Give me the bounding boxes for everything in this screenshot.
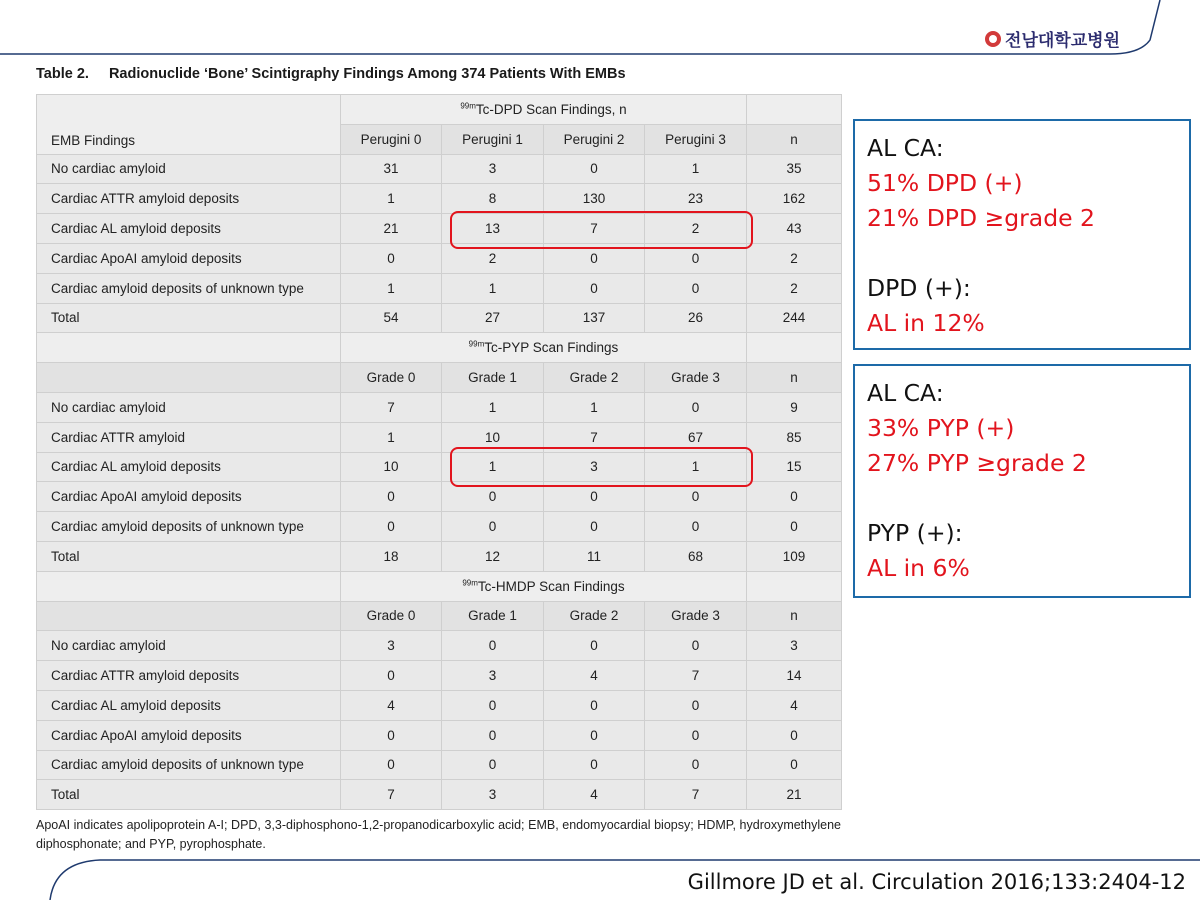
table-cell: 0 [341, 661, 442, 691]
table-cell: 0 [442, 631, 544, 661]
table-cell: 0 [544, 631, 645, 661]
table-row [37, 184, 842, 214]
table-cell: 0 [442, 720, 544, 750]
table-cell: 0 [341, 750, 442, 780]
section-title-text: Tc-PYP Scan Findings [484, 340, 619, 356]
table-cell: 3 [747, 631, 842, 661]
table-cell: 67 [645, 422, 747, 452]
table-cell: 7 [645, 780, 747, 810]
table-row [37, 690, 842, 720]
table-cell: 0 [544, 243, 645, 273]
table-cell: 7 [544, 214, 645, 244]
table-cell: 21 [747, 780, 842, 810]
table-cell: 7 [341, 780, 442, 810]
table-cell: 2 [747, 273, 842, 303]
row-label: No cardiac amyloid [37, 154, 341, 184]
table-cell: 8 [442, 184, 544, 214]
table-cell: 54 [341, 303, 442, 333]
grade-header: Perugini 2 [544, 124, 645, 154]
table-cell: 7 [544, 422, 645, 452]
table-cell: 14 [747, 661, 842, 691]
table-cell: 137 [544, 303, 645, 333]
section-n-spacer [747, 333, 842, 363]
table-cell: 0 [645, 392, 747, 422]
table-cell: 1 [341, 184, 442, 214]
table-row [37, 750, 842, 780]
table-row [37, 541, 842, 571]
table-cell: 0 [645, 243, 747, 273]
section-title-row [37, 571, 842, 601]
section-title [341, 571, 747, 601]
row-label: Cardiac AL amyloid deposits [37, 214, 341, 244]
grade-header-row [37, 601, 842, 631]
grade-header-label-cell [37, 601, 341, 631]
table-row [37, 512, 842, 542]
grade-header: Perugini 0 [341, 124, 442, 154]
table-cell: 9 [747, 392, 842, 422]
table-cell: 4 [747, 690, 842, 720]
table-cell: 1 [645, 452, 747, 482]
table-cell: 0 [341, 243, 442, 273]
table-cell: 3 [544, 452, 645, 482]
section-title-text: Tc-DPD Scan Findings, n [475, 101, 627, 117]
row-label: Cardiac ApoAI amyloid deposits [37, 243, 341, 273]
section-title-row [37, 333, 842, 363]
table-row [37, 392, 842, 422]
col-header-label: EMB Findings [51, 132, 136, 148]
table-cell: 3 [341, 631, 442, 661]
table-cell: 85 [747, 422, 842, 452]
table-cell: 23 [645, 184, 747, 214]
table-cell: 43 [747, 214, 842, 244]
section-isotope: 99m [462, 578, 478, 588]
table-cell: 0 [747, 512, 842, 542]
row-label: Total [37, 303, 341, 333]
table-cell: 4 [341, 690, 442, 720]
dpd-annotation-subline: AL in 12% [867, 309, 985, 337]
table-cell: 0 [645, 273, 747, 303]
table-number: Table 2. [36, 66, 89, 82]
table-cell: 0 [645, 690, 747, 720]
row-label: Cardiac AL amyloid deposits [37, 690, 341, 720]
hospital-emblem-icon [985, 31, 1001, 47]
table-cell: 1 [442, 452, 544, 482]
table-title: Radionuclide ‘Bone’ Scintigraphy Findings Among 374 Patients With EMBs [108, 66, 626, 82]
row-label: No cardiac amyloid [37, 631, 341, 661]
pyp-annotation-line1: 33% PYP (+) [867, 414, 1015, 442]
dpd-annotation-line1: 51% DPD (+) [867, 169, 1023, 197]
table-cell: 10 [442, 422, 544, 452]
table-cell: 1 [544, 392, 645, 422]
table-cell: 11 [544, 541, 645, 571]
table-cell: 130 [544, 184, 645, 214]
pyp-annotation-box [853, 364, 1191, 598]
table-cell: 109 [747, 541, 842, 571]
section-title-text: Tc-HMDP Scan Findings [477, 578, 625, 594]
table-cell: 2 [747, 243, 842, 273]
table-footnote: ApoAI indicates apolipoprotein A-I; DPD, 3,3-diphosphono-1,2-propanodicarboxylic acid; EMB, endomyocardial biopsy; HDMP, hydroxymethylene diphosphonate; and PYP, pyrophosphate. [36, 818, 841, 851]
table-cell: 0 [442, 482, 544, 512]
row-label: Total [37, 780, 341, 810]
table-cell: 0 [645, 720, 747, 750]
table-cell: 0 [747, 482, 842, 512]
grade-header: Grade 1 [442, 363, 544, 393]
grade-header-row [37, 363, 842, 393]
row-label: Cardiac ATTR amyloid deposits [37, 661, 341, 691]
row-label: No cardiac amyloid [37, 392, 341, 422]
table-cell: 4 [544, 661, 645, 691]
pyp-annotation-subline: AL in 6% [867, 554, 970, 582]
table-cell: 0 [341, 512, 442, 542]
table-cell: 162 [747, 184, 842, 214]
table-cell: 13 [442, 214, 544, 244]
grade-header: Grade 2 [544, 363, 645, 393]
table-cell: 0 [341, 482, 442, 512]
hospital-logo [985, 26, 1120, 51]
table-cell: 35 [747, 154, 842, 184]
table-cell: 0 [341, 720, 442, 750]
grade-header: Perugini 3 [645, 124, 747, 154]
table-cell: 68 [645, 541, 747, 571]
table-cell: 1 [645, 154, 747, 184]
table-cell: 1 [442, 392, 544, 422]
table-cell: 244 [747, 303, 842, 333]
row-label: Cardiac ApoAI amyloid deposits [37, 720, 341, 750]
citation: Gillmore JD et al. Circulation 2016;133:2404-12 [687, 870, 1186, 894]
table-cell: 0 [544, 690, 645, 720]
grade-header: n [747, 601, 842, 631]
section-n-spacer [747, 571, 842, 601]
pyp-annotation-heading: AL CA: [867, 379, 944, 407]
table-cell: 21 [341, 214, 442, 244]
row-label: Cardiac amyloid deposits of unknown type [37, 750, 341, 780]
grade-header: Grade 3 [645, 601, 747, 631]
grade-header: Grade 0 [341, 601, 442, 631]
table-cell: 0 [442, 512, 544, 542]
grade-header: Grade 3 [645, 363, 747, 393]
table-cell: 15 [747, 452, 842, 482]
table-cell: 26 [645, 303, 747, 333]
table-cell: 1 [341, 273, 442, 303]
table-cell: 0 [442, 690, 544, 720]
table-cell: 2 [442, 243, 544, 273]
section-title-row [37, 95, 842, 125]
row-label: Cardiac ApoAI amyloid deposits [37, 482, 341, 512]
section-title [341, 95, 747, 125]
dpd-annotation-line2: 21% DPD ≥grade 2 [867, 204, 1096, 232]
table-cell: 27 [442, 303, 544, 333]
pyp-annotation-subheading: PYP (+): [867, 519, 963, 547]
table-cell: 3 [442, 154, 544, 184]
grade-header-label-cell [37, 363, 341, 393]
table-cell: 3 [442, 661, 544, 691]
table-cell: 0 [544, 512, 645, 542]
section-n-spacer [747, 95, 842, 125]
table-cell: 4 [544, 780, 645, 810]
table-cell: 18 [341, 541, 442, 571]
table-cell: 0 [645, 482, 747, 512]
table-cell: 0 [645, 631, 747, 661]
table-row [37, 661, 842, 691]
section-label-cell [37, 95, 341, 155]
table-cell: 2 [645, 214, 747, 244]
table-cell: 0 [544, 482, 645, 512]
table-cell: 1 [341, 422, 442, 452]
table-cell: 0 [544, 750, 645, 780]
hospital-logo-text: 전남대학교병원 [1005, 31, 1120, 51]
row-label: Cardiac amyloid deposits of unknown type [37, 273, 341, 303]
table-cell: 0 [747, 750, 842, 780]
table-cell: 0 [645, 512, 747, 542]
table-cell: 7 [645, 661, 747, 691]
table-caption [36, 66, 626, 82]
dpd-al-highlight-box [450, 211, 753, 249]
table-row [37, 720, 842, 750]
table-cell: 0 [645, 750, 747, 780]
grade-header: Grade 0 [341, 363, 442, 393]
grade-header: n [747, 124, 842, 154]
grade-header: Grade 1 [442, 601, 544, 631]
row-label: Cardiac ATTR amyloid [37, 422, 341, 452]
grade-header: Perugini 1 [442, 124, 544, 154]
pyp-al-highlight-box [450, 447, 753, 487]
row-label: Cardiac AL amyloid deposits [37, 452, 341, 482]
table-cell: 3 [442, 780, 544, 810]
section-label-cell [37, 333, 341, 363]
row-label: Cardiac ATTR amyloid deposits [37, 184, 341, 214]
table-cell: 12 [442, 541, 544, 571]
table-cell: 0 [442, 750, 544, 780]
table-cell: 0 [544, 720, 645, 750]
section-title [341, 333, 747, 363]
grade-header: Grade 2 [544, 601, 645, 631]
section-label-cell [37, 571, 341, 601]
row-label: Total [37, 541, 341, 571]
section-isotope: 99m [460, 101, 476, 111]
table-row [37, 303, 842, 333]
table-row [37, 273, 842, 303]
table-cell: 0 [544, 154, 645, 184]
table-cell: 31 [341, 154, 442, 184]
table-cell: 7 [341, 392, 442, 422]
table-row [37, 154, 842, 184]
table-cell: 10 [341, 452, 442, 482]
table-cell: 1 [442, 273, 544, 303]
dpd-annotation-subheading: DPD (+): [867, 274, 971, 302]
pyp-annotation-line2: 27% PYP ≥grade 2 [867, 449, 1087, 477]
dpd-annotation-heading: AL CA: [867, 134, 944, 162]
table-cell: 0 [747, 720, 842, 750]
section-isotope: 99m [468, 339, 485, 349]
table-row [37, 631, 842, 661]
table-cell: 0 [544, 273, 645, 303]
dpd-annotation-box [853, 119, 1191, 350]
row-label: Cardiac amyloid deposits of unknown type [37, 512, 341, 542]
grade-header: n [747, 363, 842, 393]
table-row [37, 780, 842, 810]
